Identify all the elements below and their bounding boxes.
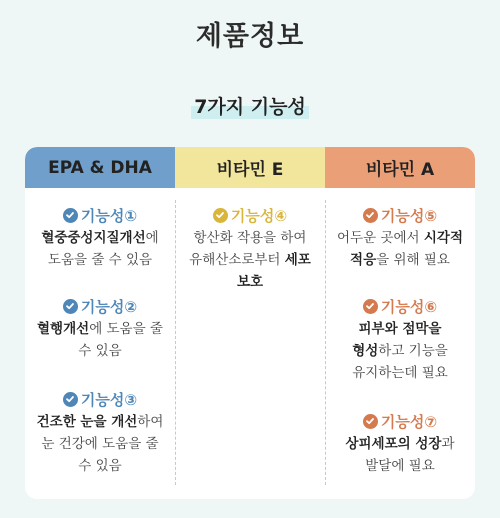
function-item-description [31,411,169,477]
function-item [181,204,319,293]
highlight-text: 시각적 [423,230,463,246]
description-text: 눈 건강에 도움을 줄 [41,436,159,452]
section-title: 7가지 기능성 [191,92,309,119]
description-text: 에 [145,230,159,246]
check-circle-icon [63,392,78,407]
highlight-text: 피부와 점막을 [358,321,442,337]
function-item-title [181,204,319,226]
function-item-title [31,204,169,226]
function-item [31,388,169,477]
description-line [181,227,319,249]
function-item [331,204,469,271]
description-line [331,362,469,384]
description-line [31,340,169,362]
description-line [31,455,169,477]
function-item-description [181,227,319,293]
description-line [31,411,169,433]
description-text: 도움을 줄 수 있음 [47,252,153,268]
description-line [331,318,469,340]
description-text: 을 위해 필요 [376,252,450,268]
description-text: 항산화 작용을 하여 [193,230,307,246]
function-item-title [331,410,469,432]
check-circle-icon [363,414,378,429]
function-table-card [25,147,475,499]
description-text: 수 있음 [78,458,122,474]
function-item [331,295,469,384]
function-item-title [31,295,169,317]
function-item-label: 기능성④ [230,206,288,225]
description-line [331,340,469,362]
description-line [181,249,319,271]
description-text: 과 [441,436,455,452]
highlight-text: 건조한 눈을 개선 [36,414,138,430]
function-item-title [31,388,169,410]
description-line [31,433,169,455]
description-text: 발달에 필요 [365,458,435,474]
function-item [331,410,469,477]
description-text: 어두운 곳에서 [337,230,424,246]
highlight-text: 혈중중성지질개선 [41,230,146,246]
description-line [181,271,319,293]
description-line [331,227,469,249]
column-vitamin-a [325,188,475,499]
description-line [31,249,169,271]
function-item-description [331,433,469,477]
description-line [31,318,169,340]
highlight-text: 형성 [352,343,379,359]
tab-vitamin-a: 비타민 A [325,147,475,188]
check-circle-icon [213,208,228,223]
function-item-label: 기능성② [80,297,138,316]
page-title: 제품정보 [195,21,305,52]
function-item-label: 기능성① [80,206,138,225]
description-line [31,227,169,249]
tab-vitamin-e: 비타민 E [175,147,325,188]
function-item-description [331,227,469,271]
tab-epa-dha: EPA & DHA [25,147,175,188]
function-item-description [31,318,169,362]
function-item-description [331,318,469,384]
highlight-text: 상피세포의 성장 [345,436,442,452]
function-item [31,295,169,362]
highlight-text: 세포 [284,252,311,268]
function-item-title [331,295,469,317]
description-text: 에 도움을 줄 [89,321,163,337]
description-text: 유지하는데 필요 [352,365,448,381]
description-line [331,249,469,271]
description-line [331,455,469,477]
description-line [331,433,469,455]
description-text: 하고 기능을 [378,343,448,359]
function-item-title [331,204,469,226]
description-text: 수 있음 [78,343,122,359]
description-text: 하여 [137,414,164,430]
column-vitamin-e [175,188,325,499]
highlight-text: 보호 [236,274,264,290]
function-columns [25,188,475,499]
function-item-description [31,227,169,271]
description-text: 유해산소로부터 [189,252,285,268]
highlight-text: 혈행개선 [37,321,90,337]
highlight-text: 적응 [350,252,377,268]
check-circle-icon [363,208,378,223]
function-item [31,204,169,271]
column-epa-dha [25,188,175,499]
function-item-label: 기능성③ [80,390,138,409]
function-item-label: 기능성⑦ [380,412,438,431]
function-item-label: 기능성⑥ [380,297,438,316]
check-circle-icon [63,299,78,314]
check-circle-icon [63,208,78,223]
function-item-label: 기능성⑤ [380,206,438,225]
check-circle-icon [363,299,378,314]
tab-header-row [25,147,475,188]
